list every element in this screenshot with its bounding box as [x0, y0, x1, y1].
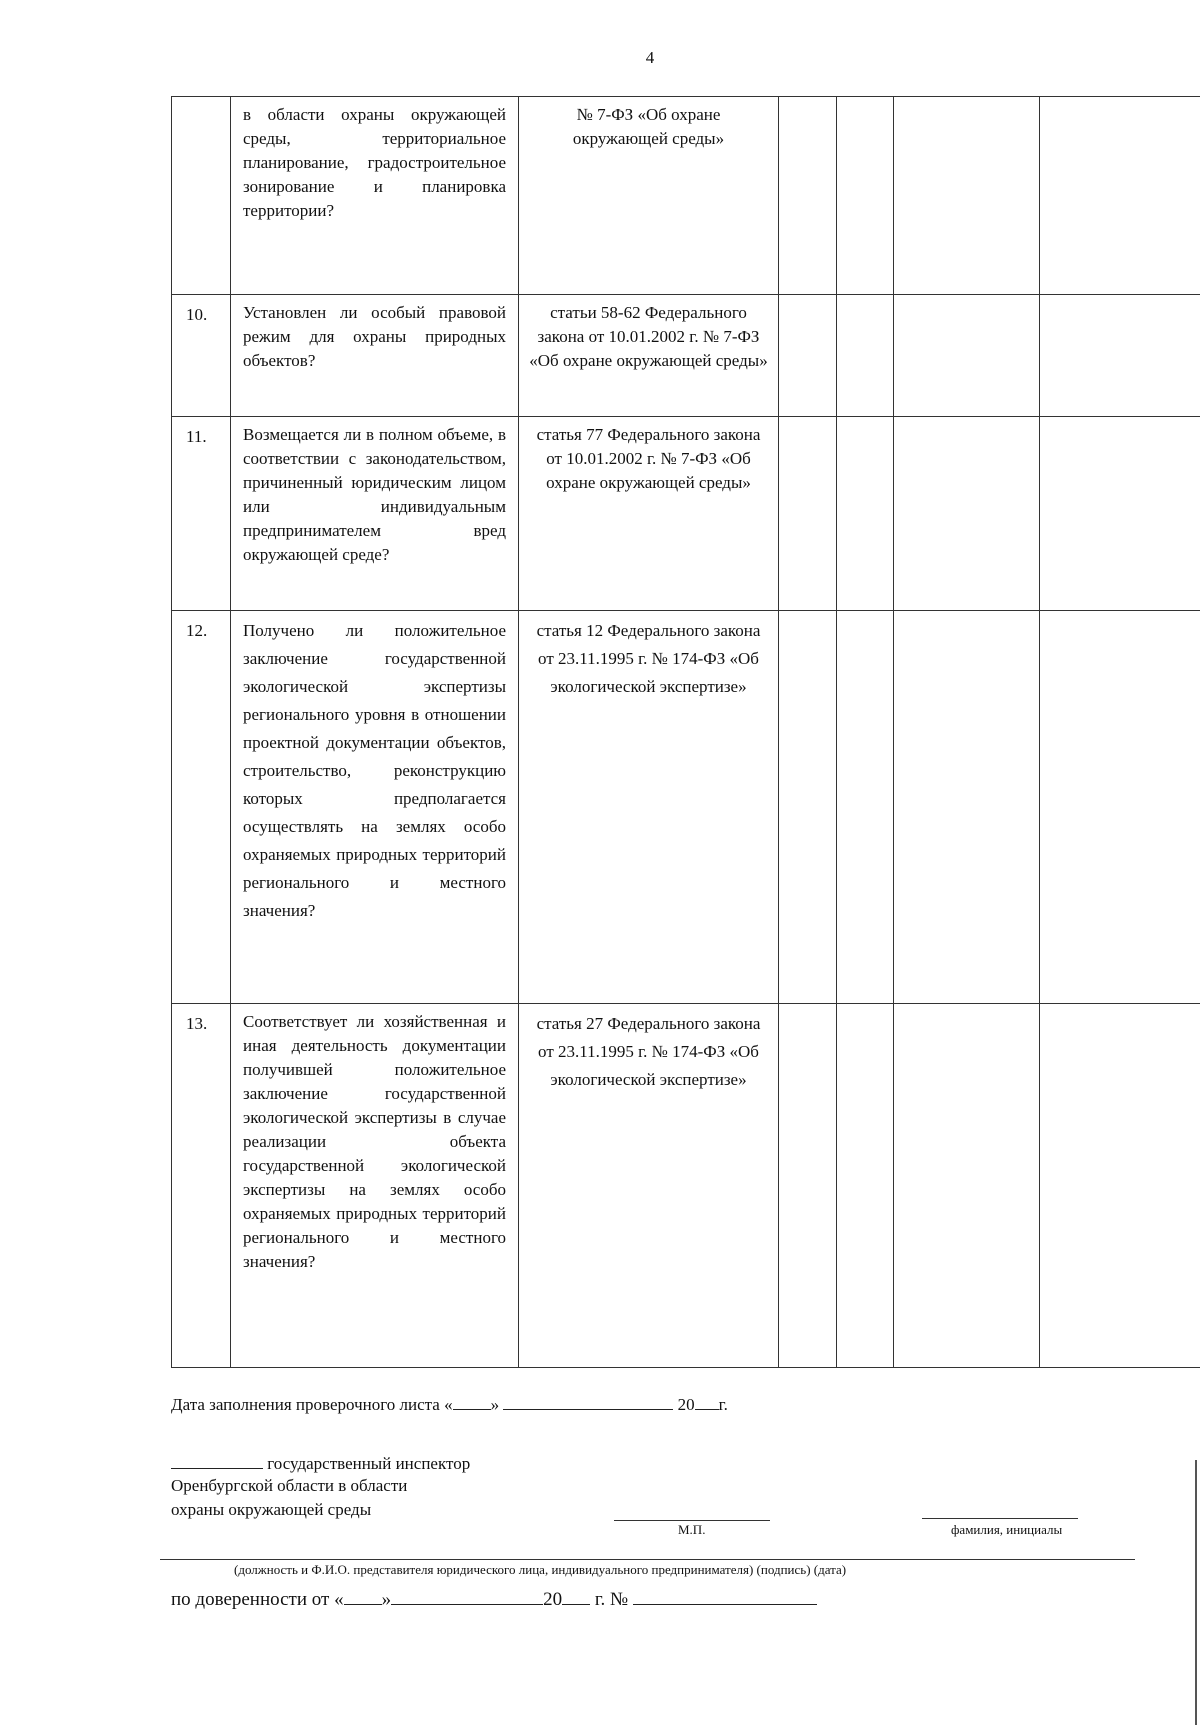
note-cell[interactable]: [1040, 97, 1200, 295]
row-number: 10.: [172, 295, 231, 417]
checklist-table: [171, 96, 1200, 1368]
legal-reference: статьи 58-62 Федерального закона от 10.01.2002 г. № 7-ФЗ «Об охране окружающей среды»: [519, 295, 779, 417]
answer-cell[interactable]: [837, 611, 894, 1004]
question-text: Установлен ли особый правовой режим для охраны природных объектов?: [231, 295, 519, 417]
inspector-title: государственный инспектор: [267, 1454, 471, 1473]
note-cell[interactable]: [1040, 417, 1200, 611]
answer-cell[interactable]: [894, 97, 1040, 295]
proxy-month-blank[interactable]: [391, 1588, 543, 1605]
answer-cell[interactable]: [837, 1004, 894, 1368]
legal-reference: статья 12 Федерального закона от 23.11.1995 г. № 174-ФЗ «Об экологической экспертизе»: [519, 611, 779, 1004]
table-row: [172, 417, 1200, 611]
day-blank[interactable]: [453, 1393, 491, 1410]
proxy-quote-close: »: [381, 1589, 392, 1610]
legal-reference: статья 77 Федерального закона от 10.01.2002 г. № 7-ФЗ «Об охране окружающей среды»: [519, 417, 779, 611]
answer-cell[interactable]: [837, 295, 894, 417]
question-text: в области охраны окружающей среды, территориальное планирование, градостроительное зонирование и планировка территории?: [231, 97, 519, 295]
table-row: [172, 611, 1200, 1004]
answer-cell[interactable]: [779, 295, 837, 417]
row-number: 12.: [172, 611, 231, 1004]
question-text: Получено ли положительное заключение государственной экологической экспертизы регионального уровня в отношении проектной документации объектов, строительство, реконструкцию которых предполагается осуществлять на землях особо охраняемых природных территорий регионального и местного значения?: [231, 611, 519, 1004]
proxy-year-suffix: г. №: [594, 1589, 629, 1610]
legal-reference: статья 27 Федерального закона от 23.11.1995 г. № 174-ФЗ «Об экологической экспертизе»: [519, 1004, 779, 1368]
proxy-year-prefix: 20: [543, 1589, 563, 1610]
row-number: [172, 97, 231, 295]
answer-cell[interactable]: [779, 1004, 837, 1368]
year-blank[interactable]: [695, 1393, 719, 1410]
name-blank[interactable]: [922, 1518, 1078, 1519]
answer-cell[interactable]: [779, 97, 837, 295]
inspector-line: [171, 1452, 470, 1474]
fill-date-label: Дата заполнения проверочного листа «: [171, 1395, 453, 1414]
inspector-line-2: Оренбургской области в области: [171, 1476, 408, 1495]
scan-edge-mark: [1195, 1460, 1197, 1725]
table-row: [172, 97, 1200, 295]
question-text: Возмещается ли в полном объеме, в соответствии с законодательством, причиненный юридическим лицом или индивидуальным предпринимателем вред окружающей среде?: [231, 417, 519, 611]
representative-blank[interactable]: [160, 1559, 1135, 1560]
row-number: 13.: [172, 1004, 231, 1368]
table-row: [172, 295, 1200, 417]
name-label: фамилия, инициалы: [951, 1522, 1063, 1537]
inspector-line-3: охраны окружающей среды: [171, 1500, 372, 1519]
proxy-label: по доверенности от «: [171, 1589, 344, 1610]
note-cell[interactable]: [1040, 1004, 1200, 1368]
answer-cell[interactable]: [779, 611, 837, 1004]
proxy-day-blank[interactable]: [344, 1588, 382, 1605]
date-quote-close: »: [490, 1395, 500, 1414]
fill-date-line: [171, 1393, 728, 1415]
answer-cell[interactable]: [779, 417, 837, 611]
year-prefix: 20: [677, 1395, 695, 1414]
signature-blank[interactable]: [614, 1520, 770, 1521]
question-text: Соответствует ли хозяйственная и иная деятельность документации получившей положительное заключение государственной экологической экспертизы в случае реализации объекта государственной экологической экспертизы на землях особо охраняемых природных территорий регионального и местного значения?: [231, 1004, 519, 1368]
page-number: 4: [645, 48, 655, 67]
note-cell[interactable]: [1040, 295, 1200, 417]
inspector-rank-blank[interactable]: [171, 1452, 263, 1469]
proxy-year-blank[interactable]: [562, 1588, 590, 1605]
representative-caption: (должность и Ф.И.О. представителя юридического лица, индивидуального предпринимателя) (подпись) (дата): [234, 1562, 847, 1577]
stamp-label: М.П.: [678, 1522, 706, 1537]
answer-cell[interactable]: [837, 97, 894, 295]
year-suffix: г.: [718, 1395, 728, 1414]
legal-reference: № 7-ФЗ «Об охране окружающей среды»: [519, 97, 779, 295]
row-number: 11.: [172, 417, 231, 611]
proxy-number-blank[interactable]: [633, 1588, 817, 1605]
note-cell[interactable]: [1040, 611, 1200, 1004]
table-row: [172, 1004, 1200, 1368]
month-blank[interactable]: [503, 1393, 673, 1410]
answer-cell[interactable]: [894, 611, 1040, 1004]
proxy-line: [171, 1588, 817, 1611]
answer-cell[interactable]: [894, 295, 1040, 417]
answer-cell[interactable]: [894, 417, 1040, 611]
answer-cell[interactable]: [894, 1004, 1040, 1368]
answer-cell[interactable]: [837, 417, 894, 611]
